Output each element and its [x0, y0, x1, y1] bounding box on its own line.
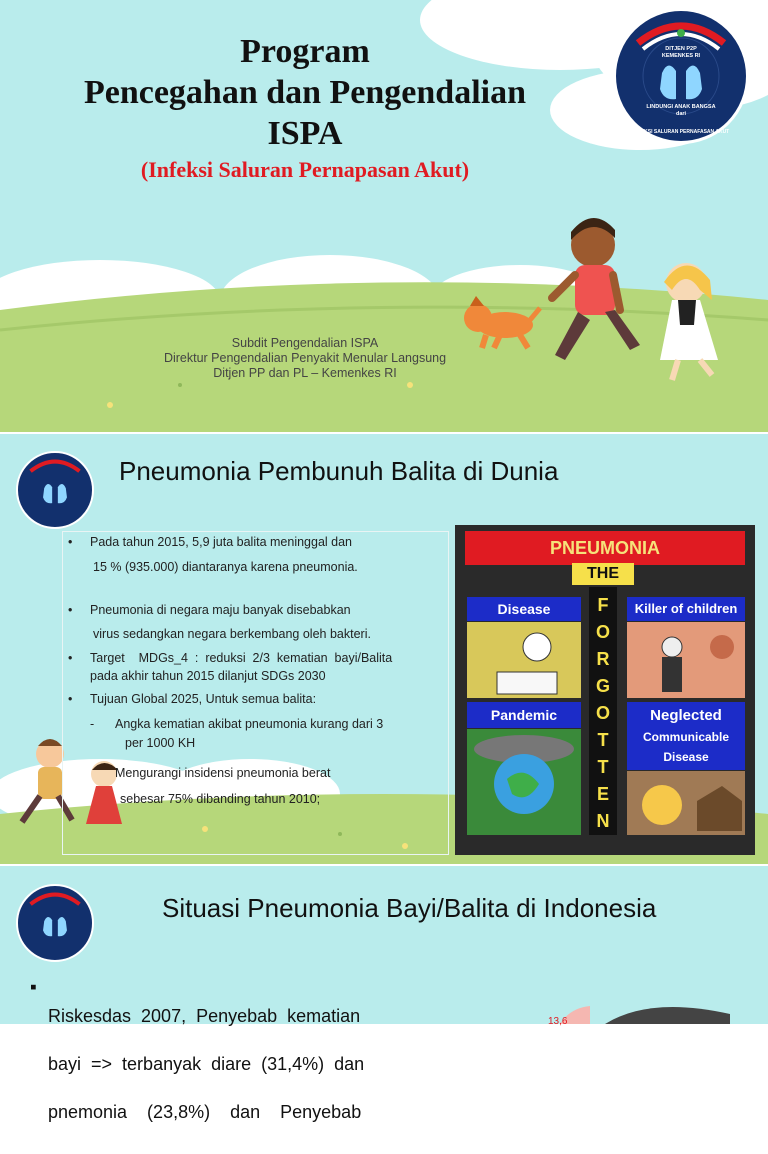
slide3-bullet-text	[48, 976, 416, 1152]
poster-killer-image	[627, 622, 745, 698]
bullet-1-line-2: 15 % (935.000) diantaranya karena pneumonia.	[93, 560, 358, 574]
bullet-3-line-2: pada akhir tahun 2015 dilanjut SDGs 2030	[90, 669, 326, 683]
pneumonia-poster	[455, 525, 755, 855]
poster-killer-label: Killer of children	[627, 597, 745, 621]
logo-ring-text: INFEKSI SALURAN PERNAFASAN AKUT	[632, 129, 730, 135]
logo-bottom-text-2: dari	[675, 111, 687, 117]
poster-neglected-line-3: Disease	[663, 750, 709, 764]
credit-line-3: Ditjen PP dan PL – Kemenkes RI	[213, 366, 397, 380]
poster-neglected-image	[627, 771, 745, 835]
title-line-1: Program	[240, 33, 370, 70]
poster-header: PNEUMONIA	[465, 531, 745, 565]
bullet-dot-3: •	[68, 651, 73, 665]
slide-title	[0, 0, 768, 432]
credit-line-1: Subdit Pengendalian ISPA	[231, 336, 379, 350]
bullet-3-line-1: Target MDGs_4 : reduksi 2/3 kematian bayi/Balita	[90, 651, 393, 665]
letter-n: N	[596, 811, 610, 831]
bullet-2-line-1: Pneumonia di negara maju banyak disebabkan	[90, 603, 351, 617]
sub-bullet-line-1: Angka kematian akibat pneumonia kurang dari 3	[115, 717, 384, 731]
slide-pneumonia-indonesia	[0, 866, 768, 1122]
slide-pneumonia-world	[0, 434, 768, 864]
poster-the: THE	[572, 563, 634, 585]
logo-bottom-text-1: LINDUNGI ANAK BANGSA	[646, 104, 716, 110]
slide3-bullet-line-3: pnemonia (23,8%) dan Penyebab	[48, 1102, 362, 1122]
ispa-logo-small-2	[16, 884, 94, 962]
bullet-dot-4: •	[68, 692, 73, 706]
sub-bullet-line-2: per 1000 KH	[125, 736, 196, 750]
bullet-dot-2: •	[68, 603, 73, 617]
chart-label: 13,6	[548, 1016, 568, 1027]
poster-neglected-line-2: Communicable	[642, 730, 729, 744]
title-line-3: ISPA	[267, 115, 343, 152]
poster-forgotten-column	[589, 587, 617, 835]
letter-t2: T	[597, 757, 609, 777]
logo-top-text-1: DITJEN P2P	[665, 46, 697, 52]
sub-bullet-2-line-1: Mengurangi insidensi pneumonia berat	[115, 766, 331, 780]
sub-bullet-dash: -	[90, 717, 95, 731]
letter-o: O	[595, 622, 610, 642]
slide3-bullet-line-2: bayi => terbanyak diare (31,4%) dan	[48, 1054, 365, 1074]
ispa-logo	[613, 8, 749, 144]
poster-disease-label: Disease	[467, 597, 581, 621]
letter-t: T	[597, 730, 609, 750]
bullet-1-line-1: Pada tahun 2015, 5,9 juta balita meninggal dan	[90, 535, 353, 549]
bullet-4: Tujuan Global 2025, Untuk semua balita:	[90, 692, 317, 706]
sub-bullet-2-line-2: sebesar 75% dibanding tahun 2010;	[120, 792, 321, 806]
bullet-dot-1: •	[68, 535, 73, 549]
logo-top-text-2: KEMENKES RI	[661, 53, 701, 59]
chart-fragment	[500, 996, 768, 1024]
slide3-bullet-mark: ▪	[30, 977, 37, 998]
subtitle: (Infeksi Saluran Pernapasan Akut)	[140, 157, 470, 182]
poster-neglected-line-1: Neglected	[650, 707, 722, 724]
poster-neglected-label	[627, 702, 745, 770]
poster-pandemic-image	[467, 729, 581, 835]
credit-line-2: Direktur Pengendalian Penyakit Menular Langsung	[163, 351, 447, 365]
letter-f: F	[597, 595, 609, 615]
poster-disease-image	[467, 622, 581, 698]
letter-e: E	[596, 784, 609, 804]
ispa-logo-small	[16, 451, 94, 529]
slide2-title: Pneumonia Pembunuh Balita di Dunia	[119, 456, 559, 486]
letter-r: R	[596, 649, 610, 669]
letter-o2: O	[595, 703, 610, 723]
slide3-bullet-line-1: Riskesdas 2007, Penyebab kematian	[48, 1006, 361, 1026]
slide3-title: Situasi Pneumonia Bayi/Balita di Indonesia	[162, 893, 657, 923]
title-line-2: Pencegahan dan Pengendalian	[83, 74, 527, 111]
bullet-2-line-2: virus sedangkan negara berkembang oleh bakteri.	[93, 627, 371, 641]
poster-pandemic-label: Pandemic	[467, 702, 581, 728]
letter-g: G	[595, 676, 610, 696]
